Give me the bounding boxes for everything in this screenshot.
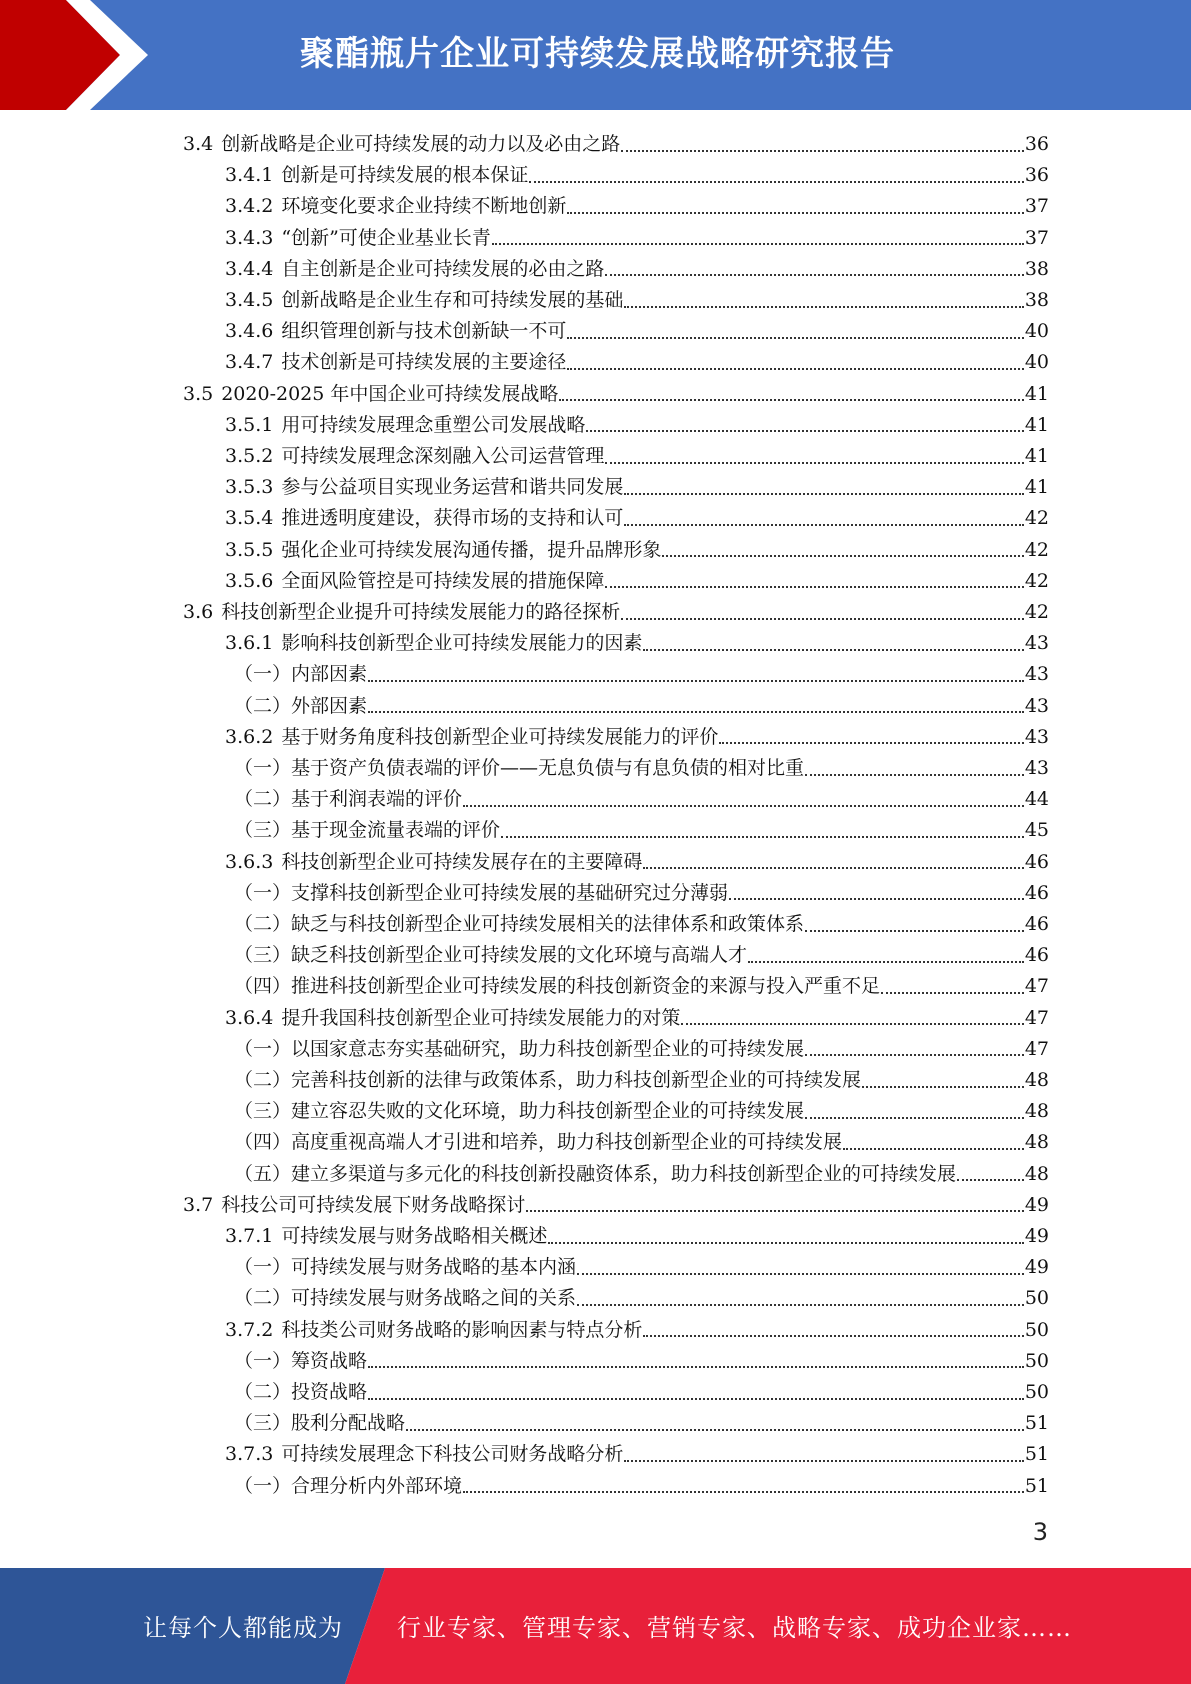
toc-entry-title: 环境变化要求企业持续不断地创新 (281, 195, 567, 218)
toc-entry[interactable] (225, 1221, 1049, 1252)
toc-entry-number: 3.6 (183, 601, 214, 623)
toc-leader-dots (368, 1366, 1024, 1368)
toc-entry[interactable] (225, 847, 1049, 878)
toc-entry-page: 43 (1024, 632, 1049, 655)
toc-entry-page: 42 (1024, 507, 1049, 530)
toc-leader-dots (881, 992, 1024, 994)
toc-entry[interactable] (225, 1315, 1049, 1346)
toc-entry-title: 可持续发展理念下科技公司财务战略分析 (281, 1443, 624, 1466)
toc-entry-page: 41 (1024, 476, 1049, 499)
toc-entry-page: 50 (1024, 1349, 1049, 1372)
toc-entry-number: 3.5.2 (225, 445, 274, 467)
header-arrow-decoration (0, 0, 160, 110)
toc-entry-page: 47 (1024, 975, 1049, 998)
toc-entry[interactable] (234, 784, 1049, 815)
toc-leader-dots (577, 1304, 1024, 1306)
toc-leader-dots (805, 774, 1024, 776)
toc-entry[interactable] (234, 1346, 1049, 1377)
toc-entry[interactable] (234, 971, 1049, 1002)
toc-entry[interactable] (234, 1065, 1049, 1096)
toc-entry-page: 46 (1024, 881, 1049, 904)
toc-entry-page: 44 (1024, 788, 1049, 811)
toc-entry-page: 41 (1024, 382, 1049, 405)
toc-entry[interactable] (225, 347, 1049, 378)
toc-leader-dots (643, 867, 1023, 869)
toc-entry-number: （二） (234, 1069, 292, 1091)
toc-entry-title: 创新战略是企业生存和可持续发展的基础 (281, 289, 624, 311)
toc-entry-title: 可持续发展与财务战略的基本内涵 (291, 1256, 577, 1279)
toc-entry-title: 强化企业可持续发展沟通传播，提升品牌形象 (281, 538, 662, 561)
toc-entry-number: 3.7 (183, 1193, 214, 1216)
toc-entry[interactable] (234, 878, 1049, 909)
toc-entry-title: 2020-2025 年中国企业可持续发展战略 (221, 382, 559, 405)
toc-leader-dots (621, 150, 1024, 152)
toc-leader-dots (957, 1179, 1024, 1181)
toc-entry-title: 外部因素 (291, 694, 368, 717)
toc-entry[interactable] (234, 659, 1049, 690)
toc-entry-title: 创新是可持续发展的根本保证 (281, 164, 529, 187)
toc-entry-page: 36 (1024, 133, 1049, 155)
toc-entry[interactable] (225, 535, 1049, 566)
toc-leader-dots (643, 1335, 1023, 1337)
toc-entry-number: （五） (234, 1162, 292, 1185)
toc-leader-dots (526, 1210, 1024, 1212)
toc-leader-dots (529, 181, 1023, 183)
toc-leader-dots (368, 711, 1024, 713)
toc-entry-number: （四） (234, 975, 292, 998)
toc-leader-dots (463, 805, 1024, 807)
toc-entry-title: 投资战略 (291, 1381, 368, 1403)
toc-entry-title: 高度重视高端人才引进和培养，助力科技创新型企业的可持续发展 (291, 1131, 843, 1154)
toc-entry-number: （一） (234, 1474, 292, 1497)
toc-leader-dots (463, 1491, 1024, 1493)
toc-entry-page: 46 (1024, 944, 1049, 967)
toc-entry-number: （一） (234, 881, 292, 904)
toc-entry[interactable] (225, 722, 1049, 753)
toc-entry-page: 42 (1024, 569, 1049, 592)
toc-entry-number: 3.7.1 (225, 1225, 274, 1247)
toc-leader-dots (862, 1086, 1024, 1088)
toc-leader-dots (368, 1398, 1024, 1400)
toc-entry-title: 基于利润表端的评价 (291, 788, 463, 811)
toc-entry-number: 3.4.5 (225, 289, 274, 311)
toc-entry[interactable] (234, 1283, 1049, 1314)
toc-entry-title: 内部因素 (291, 663, 368, 686)
footer-banner (0, 1568, 1191, 1684)
toc-entry-title: 参与公益项目实现业务运营和谐共同发展 (281, 476, 624, 499)
toc-entry-page: 48 (1024, 1100, 1049, 1123)
toc-entry-page: 51 (1024, 1474, 1049, 1497)
toc-entry[interactable] (225, 316, 1049, 347)
toc-leader-dots (624, 493, 1023, 495)
toc-leader-dots (805, 1054, 1024, 1056)
toc-entry-number: （三） (234, 1100, 292, 1123)
toc-entry-title: 以国家意志夯实基础研究，助力科技创新型企业的可持续发展 (291, 1037, 805, 1060)
toc-entry[interactable] (234, 1471, 1049, 1502)
toc-entry[interactable] (225, 503, 1049, 534)
toc-entry-page: 51 (1024, 1443, 1049, 1466)
toc-entry-page: 47 (1024, 1006, 1049, 1029)
toc-leader-dots (368, 680, 1024, 682)
toc-entry-number: （二） (234, 694, 292, 717)
toc-entry-page: 46 (1024, 850, 1049, 873)
toc-entry-title: 推进透明度建设，获得市场的支持和认可 (281, 507, 624, 530)
toc-entry-number: （四） (234, 1131, 292, 1154)
toc-entry-title: 科技创新型企业提升可持续发展能力的路径探析 (221, 601, 621, 623)
toc-leader-dots (501, 836, 1024, 838)
toc-entry[interactable] (234, 815, 1049, 846)
toc-entry-number: （一） (234, 663, 292, 686)
toc-entry-number: （一） (234, 757, 292, 779)
toc-leader-dots (748, 961, 1024, 963)
toc-entry-title: 可持续发展与财务战略之间的关系 (291, 1287, 577, 1310)
toc-entry-page: 40 (1024, 320, 1049, 343)
toc-entry-number: 3.5.3 (225, 476, 274, 499)
toc-entry[interactable] (234, 1034, 1049, 1065)
toc-entry-number: （三） (234, 819, 292, 842)
toc-leader-dots (681, 1023, 1023, 1025)
toc-entry-page: 43 (1024, 663, 1049, 686)
toc-entry[interactable] (234, 940, 1049, 971)
toc-leader-dots (559, 399, 1023, 401)
toc-entry[interactable] (234, 691, 1049, 722)
toc-entry-page: 48 (1024, 1131, 1049, 1154)
toc-entry-number: （三） (234, 944, 292, 967)
toc-entry-number: （二） (234, 1381, 292, 1403)
toc-entry[interactable] (225, 1003, 1049, 1034)
toc-entry-page: 42 (1024, 538, 1049, 561)
toc-leader-dots (586, 430, 1023, 432)
toc-entry-number: （二） (234, 1287, 292, 1310)
toc-entry-page: 41 (1024, 445, 1049, 467)
toc-entry-title: 基于资产负债表端的评价——无息负债与有息负债的相对比重 (291, 757, 805, 779)
toc-entry-number: 3.6.3 (225, 850, 274, 873)
toc-entry-title: 全面风险管控是可持续发展的措施保障 (281, 569, 605, 592)
report-title: 聚酯瓶片企业可持续发展战略研究报告 (300, 34, 895, 74)
toc-entry-number: 3.5.6 (225, 569, 274, 592)
toc-entry-title: 科技创新型企业可持续发展存在的主要障碍 (281, 850, 643, 873)
toc-entry-number: 3.5 (183, 382, 214, 405)
toc-entry-page: 37 (1024, 226, 1049, 249)
toc-entry-title: 技术创新是可持续发展的主要途径 (281, 351, 567, 374)
toc-leader-dots (624, 524, 1023, 526)
toc-entry-number: 3.5.5 (225, 538, 274, 561)
toc-entry-title: 组织管理创新与技术创新缺一不可 (281, 320, 567, 343)
toc-entry[interactable] (183, 597, 1049, 628)
toc-entry-page: 36 (1024, 164, 1049, 187)
toc-entry-number: （一） (234, 1037, 292, 1060)
toc-leader-dots (567, 368, 1023, 370)
toc-entry-number: （二） (234, 913, 292, 935)
toc-entry[interactable] (225, 285, 1049, 316)
toc-entry-title: 筹资战略 (291, 1349, 368, 1372)
toc-entry-number: 3.4.2 (225, 195, 274, 218)
toc-entry[interactable] (234, 1127, 1049, 1158)
toc-entry-title: 建立容忍失败的文化环境，助力科技创新型企业的可持续发展 (291, 1100, 805, 1123)
toc-entry[interactable] (183, 1190, 1049, 1221)
toc-entry-number: （一） (234, 1349, 292, 1372)
toc-entry[interactable] (183, 129, 1049, 160)
toc-entry-number: 3.5.4 (225, 507, 274, 530)
toc-entry-title: 完善科技创新的法律与政策体系，助力科技创新型企业的可持续发展 (291, 1069, 862, 1091)
toc-entry[interactable] (234, 1377, 1049, 1408)
toc-leader-dots (843, 1148, 1024, 1150)
toc-entry-page: 43 (1024, 757, 1049, 779)
footer-slogan-right: 行业专家、管理专家、营销专家、战略专家、成功企业家…… (397, 1614, 1072, 1642)
toc-entry[interactable] (225, 160, 1049, 191)
toc-entry-page: 50 (1024, 1318, 1049, 1341)
toc-entry[interactable] (234, 1159, 1049, 1190)
toc-entry[interactable] (234, 1408, 1049, 1439)
toc-entry-page: 38 (1024, 257, 1049, 280)
toc-entry-page: 45 (1024, 819, 1049, 842)
toc-entry-title: 可持续发展理念深刻融入公司运营管理 (281, 445, 605, 467)
toc-leader-dots (624, 306, 1023, 308)
toc-entry-number: （三） (234, 1412, 292, 1435)
toc-entry-page: 51 (1024, 1412, 1049, 1435)
toc-entry[interactable] (234, 909, 1049, 940)
toc-entry-number: 3.4.3 (225, 226, 274, 249)
toc-entry-title: 缺乏科技创新型企业可持续发展的文化环境与高端人才 (291, 944, 748, 967)
toc-entry-title: “创新”可使企业基业长青 (281, 226, 491, 249)
toc-leader-dots (805, 1117, 1024, 1119)
toc-entry[interactable] (225, 566, 1049, 597)
toc-entry-page: 49 (1024, 1256, 1049, 1279)
toc-entry-page: 41 (1024, 413, 1049, 436)
toc-entry-title: 用可持续发展理念重塑公司发展战略 (281, 413, 586, 436)
toc-leader-dots (492, 243, 1024, 245)
toc-entry[interactable] (225, 472, 1049, 503)
toc-leader-dots (729, 898, 1024, 900)
toc-entry-title: 自主创新是企业可持续发展的必由之路 (281, 257, 605, 280)
toc-entry-page: 37 (1024, 195, 1049, 218)
toc-leader-dots (719, 742, 1023, 744)
footer-slogan-left: 让每个人都能成为 (143, 1614, 343, 1642)
toc-entry-title: 科技类公司财务战略的影响因素与特点分析 (281, 1318, 643, 1341)
toc-leader-dots (621, 618, 1024, 620)
toc-entry-page: 49 (1024, 1225, 1049, 1247)
toc-leader-dots (624, 1460, 1023, 1462)
toc-leader-dots (567, 212, 1023, 214)
toc-entry-number: （二） (234, 788, 292, 811)
toc-leader-dots (406, 1429, 1024, 1431)
toc-entry-title: 基于现金流量表端的评价 (291, 819, 501, 842)
toc-leader-dots (605, 274, 1023, 276)
toc-leader-dots (662, 555, 1023, 557)
toc-entry-number: 3.4.4 (225, 257, 274, 280)
toc-leader-dots (567, 337, 1023, 339)
toc-entry-page: 50 (1024, 1287, 1049, 1310)
toc-entry[interactable] (234, 1252, 1049, 1283)
toc-entry-page: 43 (1024, 725, 1049, 748)
toc-entry-page: 38 (1024, 289, 1049, 311)
toc-entry-page: 43 (1024, 694, 1049, 717)
toc-leader-dots (643, 649, 1023, 651)
toc-leader-dots (577, 1273, 1024, 1275)
page-number: 3 (1032, 1518, 1048, 1546)
toc-entry-page: 48 (1024, 1162, 1049, 1185)
header-banner (0, 0, 1191, 110)
toc-entry-title: 合理分析内外部环境 (291, 1474, 463, 1497)
toc-entry[interactable] (225, 410, 1049, 441)
toc-entry-title: 推进科技创新型企业可持续发展的科技创新资金的来源与投入严重不足 (291, 975, 881, 998)
toc-entry-page: 46 (1024, 913, 1049, 935)
toc-leader-dots (805, 930, 1024, 932)
toc-entry[interactable] (234, 1096, 1049, 1127)
toc-entry[interactable] (225, 1439, 1049, 1470)
toc-entry[interactable] (234, 753, 1049, 784)
toc-entry-number: 3.4.1 (225, 164, 274, 187)
toc-entry-number: 3.7.2 (225, 1318, 274, 1341)
toc-entry-number: 3.4.7 (225, 351, 274, 374)
toc-entry-number: （一） (234, 1256, 292, 1279)
toc-entry[interactable] (183, 379, 1049, 410)
toc-entry-title: 支撑科技创新型企业可持续发展的基础研究过分薄弱 (291, 881, 729, 904)
toc-entry[interactable] (225, 223, 1049, 254)
toc-leader-dots (605, 462, 1023, 464)
toc-entry-number: 3.7.3 (225, 1443, 274, 1466)
toc-entry-title: 创新战略是企业可持续发展的动力以及必由之路 (221, 133, 621, 155)
toc-entry-number: 3.6.2 (225, 725, 274, 748)
toc-entry-title: 缺乏与科技创新型企业可持续发展相关的法律体系和政策体系 (291, 913, 805, 935)
toc-entry[interactable] (225, 254, 1049, 285)
toc-entry-page: 47 (1024, 1037, 1049, 1060)
toc-entry-page: 49 (1024, 1193, 1049, 1216)
toc-entry-number: 3.6.1 (225, 632, 274, 655)
toc-entry-title: 可持续发展与财务战略相关概述 (281, 1225, 548, 1247)
toc-leader-dots (548, 1242, 1023, 1244)
toc-entry-page: 42 (1024, 601, 1049, 623)
toc-entry-title: 股利分配战略 (291, 1412, 406, 1435)
toc-leader-dots (605, 586, 1023, 588)
toc-entry-page: 48 (1024, 1069, 1049, 1091)
toc-entry[interactable] (225, 441, 1049, 472)
toc-entry-number: 3.6.4 (225, 1006, 274, 1029)
toc-entry-title: 影响科技创新型企业可持续发展能力的因素 (281, 632, 643, 655)
toc-entry-title: 建立多渠道与多元化的科技创新投融资体系，助力科技创新型企业的可持续发展 (291, 1162, 957, 1185)
toc-entry[interactable] (225, 191, 1049, 222)
toc-entry-page: 50 (1024, 1381, 1049, 1403)
toc-entry-page: 40 (1024, 351, 1049, 374)
toc-entry-number: 3.4 (183, 133, 214, 155)
toc-entry-title: 提升我国科技创新型企业可持续发展能力的对策 (281, 1006, 681, 1029)
toc-entry-title: 科技公司可持续发展下财务战略探讨 (221, 1193, 526, 1216)
toc-entry-title: 基于财务角度科技创新型企业可持续发展能力的评价 (281, 725, 719, 748)
toc-entry[interactable] (225, 628, 1049, 659)
toc-entry-number: 3.4.6 (225, 320, 274, 343)
toc-entry-number: 3.5.1 (225, 413, 274, 436)
